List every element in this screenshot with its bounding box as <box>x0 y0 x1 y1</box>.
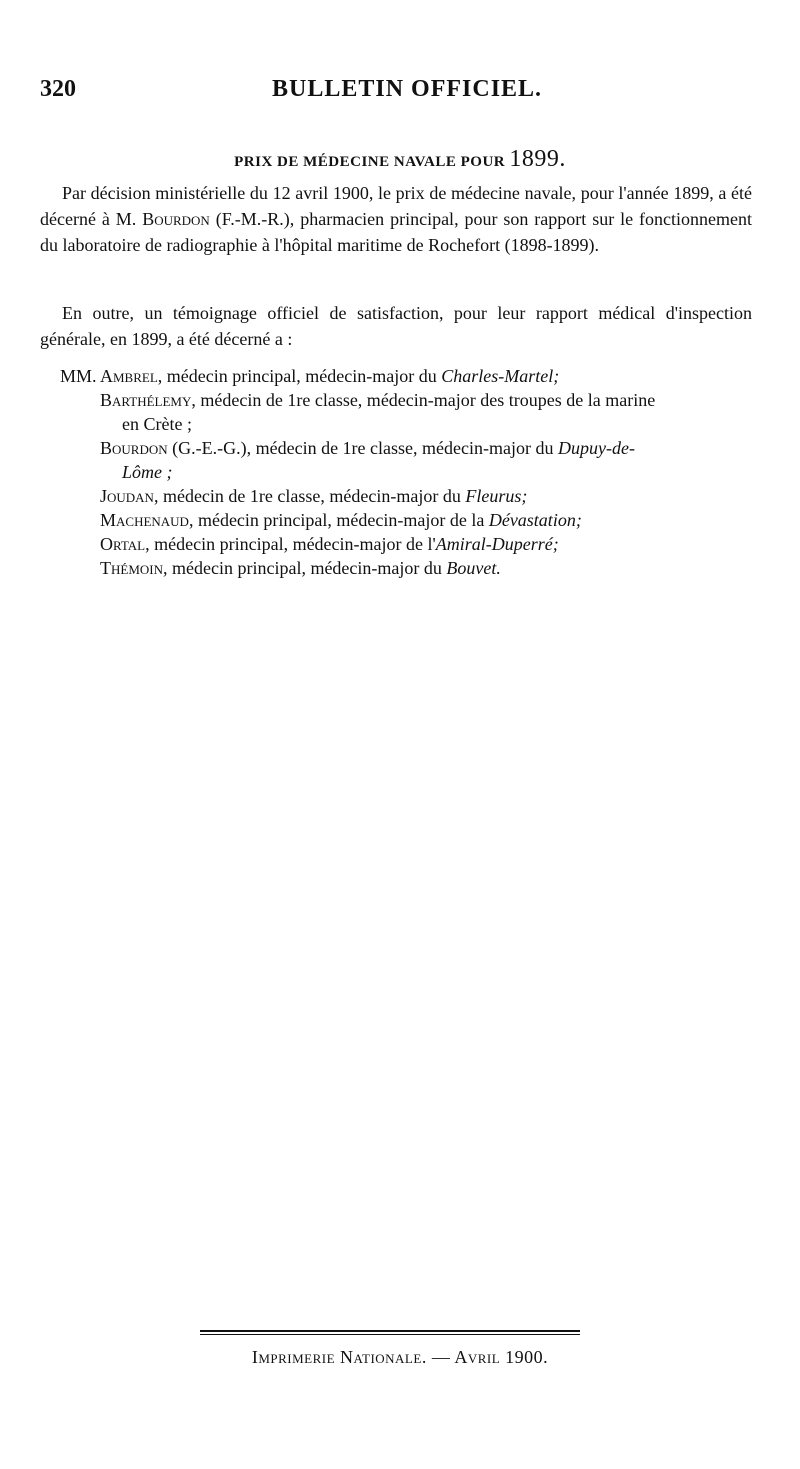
list-item <box>100 556 752 580</box>
list-item-text: , médecin principal, médecin-major de la <box>188 510 489 530</box>
section-title-year: 1899. <box>509 146 566 172</box>
paragraph-satisfaction: En outre, un témoignage officiel de satisfaction, pour leur rapport médical d'inspection générale, en 1899, a été décerné a : <box>40 303 752 349</box>
list-item-continuation: Lôme ; <box>122 462 173 482</box>
list-prefix: MM. <box>60 366 97 386</box>
footer-rule <box>200 1330 580 1332</box>
list-item-ship: Fleurus; <box>465 486 528 506</box>
list-item-ship: Bouvet. <box>446 558 501 578</box>
list-item-text: , médecin principal, médecin-major du <box>163 558 447 578</box>
list-item-text: (G.-E.-G.), médecin de 1re classe, médecin-major du <box>167 438 558 458</box>
list-item <box>100 436 752 484</box>
recipient-name: Bourdon <box>142 209 210 229</box>
paragraph-decision-part1: Par décision ministérielle du 12 avril 1900, le prix de médecine navale, pour l'année 1899, a été décerné à M. <box>40 183 752 229</box>
list-item <box>100 508 752 532</box>
paragraph-decision-part2: (F.-M.-R.), pharmacien principal, pour son rapport sur le fonctionnement du laboratoire de radiographie à l'hôpital maritime de Rochefort (1898-1899). <box>40 209 752 255</box>
list-item <box>100 484 752 508</box>
list-item-text: , médecin de 1re classe, médecin-major du <box>153 486 466 506</box>
list-item-ship: Amiral-Duperré; <box>435 534 559 554</box>
list-item-name: Joudan <box>100 486 154 506</box>
list-item <box>100 364 752 388</box>
list-item-name: Ortal <box>100 534 146 554</box>
list-item-name: Barthélemy <box>100 390 192 410</box>
list-item-name: Thémoin <box>100 558 163 578</box>
paragraph-decision <box>40 180 752 258</box>
list-item <box>100 532 752 556</box>
section-title <box>0 146 800 173</box>
list-item-ship: Dupuy-de- <box>557 438 635 458</box>
list-item-name: Machenaud <box>100 510 189 530</box>
journal-title: BULLETIN OFFICIEL. <box>272 76 543 102</box>
list-item-ship: Charles-Martel; <box>441 366 560 386</box>
list-item-continuation: en Crète ; <box>122 414 192 434</box>
list-item-ship: Dévastation; <box>488 510 582 530</box>
list-item <box>100 388 752 436</box>
imprint-line: Imprimerie Nationale. — Avril 1900. <box>251 1347 549 1367</box>
list-item-text: , médecin principal, médecin-major de l' <box>145 534 436 554</box>
section-title-text: PRIX DE MÉDECINE NAVALE POUR <box>234 154 506 170</box>
footer-rule-thin <box>200 1334 580 1335</box>
list-item-name: Bourdon <box>100 438 168 458</box>
list-item-name: Ambrel <box>100 366 158 386</box>
list-item-text: , médecin de 1re classe, médecin-major des troupes de la marine <box>191 390 656 410</box>
page-number: 320 <box>40 76 76 102</box>
list-item-text: , médecin principal, médecin-major du <box>157 366 442 386</box>
running-head <box>40 76 760 110</box>
